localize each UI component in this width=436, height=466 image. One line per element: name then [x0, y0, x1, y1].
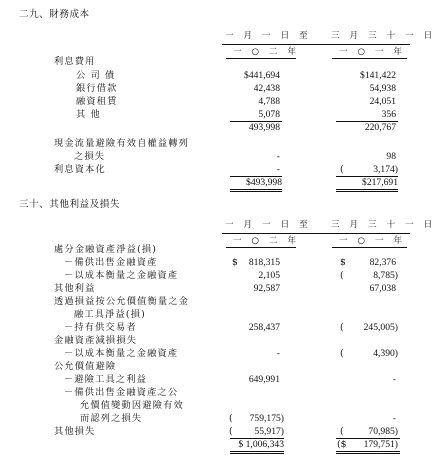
- hedged-item-label-line3: 而認列之損失: [80, 413, 143, 424]
- hedge-gain-label: －避險工具之利益: [64, 374, 148, 385]
- other-loss-101: 70,985): [368, 426, 398, 437]
- cost-measured-101: 8,785): [373, 270, 398, 281]
- double-rule-col1-a: [230, 189, 282, 190]
- double-rule-col2-a: [336, 189, 398, 190]
- s30-col1-header-line1: 一 月 一 日 至: [225, 220, 312, 230]
- held-for-trading-102: 258,437: [248, 322, 280, 333]
- afs-102-currency: $: [232, 257, 238, 268]
- capitalized-102: -: [276, 164, 280, 175]
- s30-col2-header-line1: 三 月 三 十 一 日: [331, 220, 436, 230]
- value-other-101: 356: [381, 109, 396, 120]
- fvtpl-label-line1: 透過損益按公允價值衡量之金: [54, 296, 190, 307]
- value-other-102: 5,078: [258, 109, 280, 120]
- capitalized-101: 3,174): [373, 164, 398, 175]
- s30-col2-header-year: 一 ○ 一 年: [339, 236, 406, 246]
- disposal-heading: 處分金融資產淨益(損): [54, 244, 158, 255]
- fvtpl-label-line2: 融工具淨益(損): [74, 309, 146, 320]
- impairment-cost-101-paren: (: [340, 348, 344, 359]
- held-for-trading-label: －持有供交易者: [64, 322, 137, 333]
- afs-102: 818,315: [248, 257, 280, 268]
- col1-header-underline: [226, 58, 296, 59]
- subtotal-102: 493,998: [248, 122, 280, 133]
- held-for-trading-101-paren: (: [340, 322, 344, 333]
- hedged-item-102-paren: (: [229, 413, 233, 424]
- s30-double-rule-col2-a: [336, 451, 400, 452]
- other-loss-101-paren: (: [340, 426, 344, 437]
- double-rule-col2-b: [336, 191, 398, 192]
- col2-header-line1: 三 月 三 十 一 日: [331, 31, 436, 41]
- value-bank-loans-102: 42,438: [253, 83, 280, 94]
- s30-col1-header-year: 一 ○ 二 年: [233, 236, 300, 246]
- row-label-corporate-bonds: 公 司 債: [76, 70, 116, 81]
- other-loss-102: 55,917): [254, 426, 284, 437]
- s30-double-rule-col1-a: [230, 451, 284, 452]
- col1-header-year: 一 ○ 二 年: [233, 47, 300, 57]
- s30-header-rule: [222, 233, 410, 234]
- s30-double-rule-col1-b: [230, 453, 284, 454]
- value-finance-lease-101: 24,051: [369, 96, 396, 107]
- afs-101: 82,376: [369, 257, 396, 268]
- s30-col1-header-underline: [226, 247, 296, 248]
- value-corporate-bonds-102: $441,694: [244, 70, 280, 81]
- impairment-cost-label: －以成本衡量之金融資產: [64, 348, 179, 359]
- reclass-102: -: [276, 151, 280, 162]
- other-gains-total-101: 179,751): [363, 439, 398, 450]
- hedged-item-102: 759,175): [249, 413, 284, 424]
- header-rule: [222, 44, 410, 45]
- impairment-cost-102: -: [276, 348, 280, 359]
- col1-header-line1: 一 月 一 日 至: [225, 31, 312, 41]
- row-label-other: 其 他: [76, 109, 101, 120]
- other-income-101: 67,038: [369, 283, 396, 294]
- col2-header-year: 一 ○ 一 年: [339, 47, 406, 57]
- hedge-gain-101: -: [392, 374, 396, 385]
- hedged-item-101: -: [392, 413, 396, 424]
- section-30-title: 三十、其他利益及損失: [19, 199, 120, 210]
- col2-header-underline: [332, 58, 407, 59]
- impairment-heading: 金融資產減損損失: [54, 335, 138, 346]
- other-loss-102-paren: (: [229, 426, 233, 437]
- value-finance-lease-102: 4,788: [258, 96, 280, 107]
- other-income-label: 其他利益: [54, 283, 96, 294]
- interest-expense-heading: 利息費用: [54, 56, 96, 67]
- reclass-label-line2: 之損失: [74, 151, 106, 162]
- other-income-102: 92,587: [253, 283, 280, 294]
- other-gains-total-102: $ 1,006,343: [238, 439, 284, 450]
- reclass-label-line1: 現金流量避險有效自權益轉列: [54, 138, 190, 149]
- afs-101-currency: $: [340, 257, 346, 268]
- value-bank-loans-101: 54,938: [369, 83, 396, 94]
- finance-cost-total-102: $493,998: [246, 177, 282, 188]
- section-29-title: 二九、財務成本: [19, 9, 90, 20]
- capitalized-interest-label: 利息資本化: [54, 164, 106, 175]
- held-for-trading-101: 245,005): [363, 322, 398, 333]
- fair-value-hedge-heading: 公允價值避險: [54, 361, 117, 372]
- s30-col2-header-underline: [332, 247, 407, 248]
- cost-measured-101-paren: (: [340, 270, 344, 281]
- hedged-item-label-line1: －備供出售金融資產之公: [64, 387, 179, 398]
- impairment-cost-101: 4,390): [373, 348, 398, 359]
- hedged-item-label-line2: 允價值變動因避險有效: [80, 400, 184, 411]
- row-label-bank-loans: 銀行借款: [76, 83, 118, 94]
- other-gains-total-101-prefix: ($: [337, 439, 347, 450]
- capitalized-101-paren: (: [340, 164, 344, 175]
- value-corporate-bonds-101: $141,422: [360, 70, 396, 81]
- hedge-gain-102: 649,991: [248, 374, 280, 385]
- row-label-finance-lease: 融資租賃: [76, 96, 118, 107]
- double-rule-col1-b: [230, 191, 282, 192]
- other-loss-label: 其他損失: [54, 426, 96, 437]
- subtotal-101: 220,767: [364, 122, 396, 133]
- afs-label: －備供出售金融資產: [64, 257, 158, 268]
- s30-double-rule-col2-b: [336, 453, 400, 454]
- finance-cost-total-101: $217,691: [362, 177, 398, 188]
- cost-measured-102: 2,105: [258, 270, 280, 281]
- cost-measured-label: －以成本衡量之金融資產: [64, 270, 179, 281]
- reclass-101: 98: [386, 151, 396, 162]
